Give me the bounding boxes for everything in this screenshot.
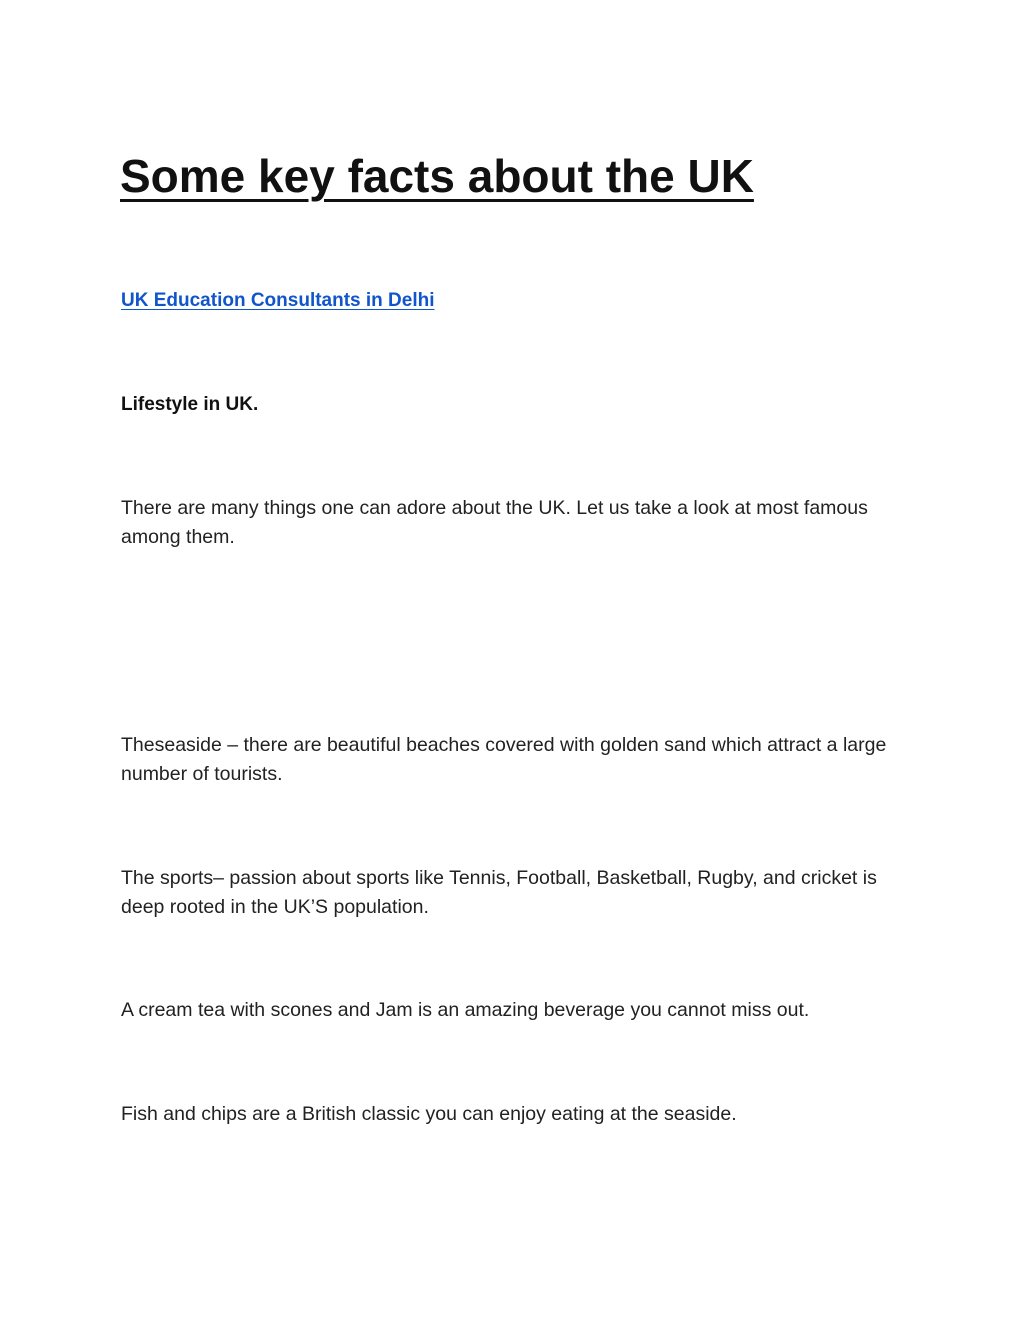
fish-and-chips-paragraph: Fish and chips are a British classic you can enjoy eating at the seaside. <box>121 1103 737 1125</box>
seaside-paragraph: Theseaside – there are beautiful beaches covered with golden sand which attract a large number of tourists. <box>121 734 887 785</box>
page-title: Some key facts about the UK <box>120 150 754 202</box>
cream-tea-paragraph: A cream tea with scones and Jam is an amazing beverage you cannot miss out. <box>121 999 810 1021</box>
sports-paragraph: The sports– passion about sports like Tennis, Football, Basketball, Rugby, and cricket is deep rooted in the UK’S population. <box>121 867 877 918</box>
consultants-link[interactable]: UK Education Consultants in Delhi <box>121 290 435 311</box>
section-heading: Lifestyle in UK. <box>121 394 259 415</box>
intro-paragraph: There are many things one can adore about the UK. Let us take a look at most famous among them. <box>121 497 868 548</box>
